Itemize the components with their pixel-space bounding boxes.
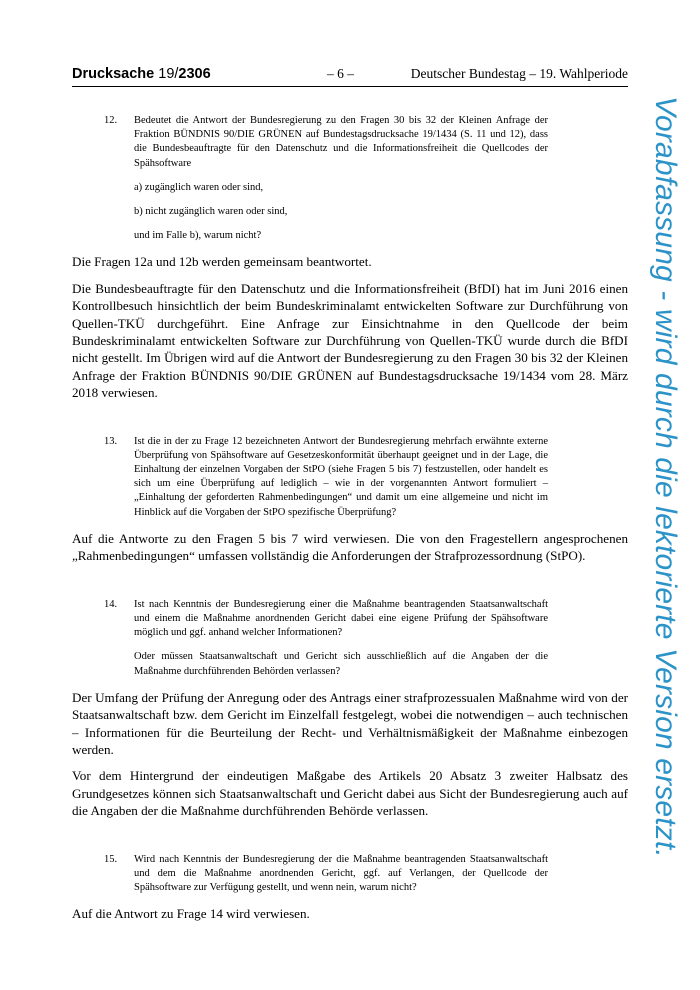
- answer-paragraph: Auf die Antwort zu Frage 14 wird verwiesen.: [72, 906, 310, 922]
- answer-paragraph: Die Fragen 12a und 12b werden gemeinsam beantwortet.: [72, 254, 372, 270]
- question-number: 12.: [104, 115, 118, 126]
- page-header: [72, 62, 628, 87]
- answer-paragraph: Der Umfang der Prüfung der Anregung oder des Antrags einer strafprozessualen Maßnahme wird von der Staatsanwaltschaft bzw. dem Gericht im Einzelfall festgelegt, wobei die notwendigen – auch technischen – Informationen für die Beurteilung der Recht- und Verhältnismäßigkeit der Maßnahme einbezogen werden.: [72, 689, 628, 757]
- question-15: [104, 853, 548, 896]
- question-text: Ist die in der zu Frage 12 bezeichneten Antwort der Bundesregierung mehrfach erwähnte externe Überprüfung von Spähsoftware auf Gesetzeskonformität überhaupt geeignet und in der Lage, die Einhaltung der einzelnen Vorgaben der StPO (siehe Fragen 5 bis 7) festzustellen, oder handelt es sich um eine Überprüfung auf lediglich – wie in der vorgenannten Antwort formuliert – „Einhaltung der geforderten Rahmenbedingungen“ und damit um eine allgemeine und nicht im Hinblick auf die Vorgaben der StPO spezifische Überprüfung?: [134, 435, 548, 518]
- question-12: [104, 114, 548, 243]
- institution-label: Deutscher Bundestag – 19. Wahlperiode: [410, 66, 628, 81]
- document-number-suffix: 2306: [178, 66, 211, 82]
- question-text: Ist nach Kenntnis der Bundesregierung einer die Maßnahme beantragenden Staatsanwaltschaft und einem die Maßnahme anordnenden Gericht dabei eine eigene Prüfung der Spähsoftware möglich und ggf. anhand welcher Informationen?: [134, 598, 548, 639]
- answer-paragraph: Vor dem Hintergrund der eindeutigen Maßgabe des Artikels 20 Absatz 3 zweiter Halbsatz des Grundgesetzes können sich Staatsanwaltschaft und Gericht dabei aus Sicht der Bundesregierung auch auf die Angaben der die Maßnahme durchführenden Behörde verlassen.: [72, 768, 628, 819]
- question-text-continued: Oder müssen Staatsanwaltschaft und Gericht sich ausschließlich auf die Angaben der die Maßnahme durchführenden Behörden verlassen?: [134, 651, 548, 677]
- watermark-text: Vorabfassung - wird durch die lektorierte Version ersetzt.: [649, 96, 682, 858]
- question-number: 14.: [104, 598, 118, 610]
- answer-paragraph: Auf die Antworte zu den Fragen 5 bis 7 wird verwiesen. Die von den Fragestellern angesprochenen „Rahmenbedingungen“ umfassen vollständig die Anforderungen der Strafprozessordnung (StPO).: [72, 530, 628, 564]
- document-number-prefix: 19/: [158, 66, 179, 82]
- question-option-a: a) zugänglich waren oder sind,: [134, 181, 264, 193]
- question-option-c: und im Falle b), warum nicht?: [134, 230, 262, 242]
- page-number: – 6 –: [327, 66, 354, 81]
- page-content: [72, 114, 628, 923]
- document-number: [72, 66, 211, 82]
- question-option-b: b) nicht zugänglich waren oder sind,: [134, 206, 288, 218]
- draft-watermark: [644, 96, 684, 896]
- question-number: 13.: [104, 435, 118, 447]
- question-text: Wird nach Kenntnis der Bundesregierung der die Maßnahme beantragenden Staatsanwaltschaft und dem die Maßnahme anordnenden Gericht, ggf. auf Verlangen, der Quellcode der Spähsoftware zur Verfügung gestellt, und wenn nein, warum nicht?: [134, 853, 548, 893]
- question-text: Bedeutet die Antwort der Bundesregierung zu den Fragen 30 bis 32 der Kleinen Anfrage der Fraktion BÜNDNIS 90/DIE GRÜNEN auf Bundestagsdrucksache 19/1434 (S. 11 und 12), dass die Bundesbeauftragte für den Datenschutz und die Informationsfreiheit die Quellcodes der Spähsoftware: [134, 115, 548, 169]
- question-13: [104, 435, 548, 520]
- answer-paragraph: Die Bundesbeauftragte für den Datenschutz und die Informationsfreiheit (BfDI) hat im Juni 2016 einen Kontrollbesuch hinsichtlich der beim Bundeskriminalamt entwickelten Software zur Durchführung von Quellen-TKÜ durchgeführt. Eine Anfrage zur Einsichtnahme in den Quellcode der beim Bundeskriminalamt entwickelten Software zur Durchführung von Quellen-TKÜ wurde durch die BfDI nicht gestellt. Im Übrigen wird auf die Antwort der Bundesregierung zu den Fragen 30 bis 32 der Kleinen Anfrage der Fraktion BÜNDNIS 90/DIE GRÜNEN auf Bundestagsdrucksache 19/1434 vom 28. März 2018 verwiesen.: [72, 280, 628, 401]
- question-14: [104, 598, 548, 679]
- question-number: 15.: [104, 853, 118, 865]
- document-label: Drucksache: [72, 66, 155, 82]
